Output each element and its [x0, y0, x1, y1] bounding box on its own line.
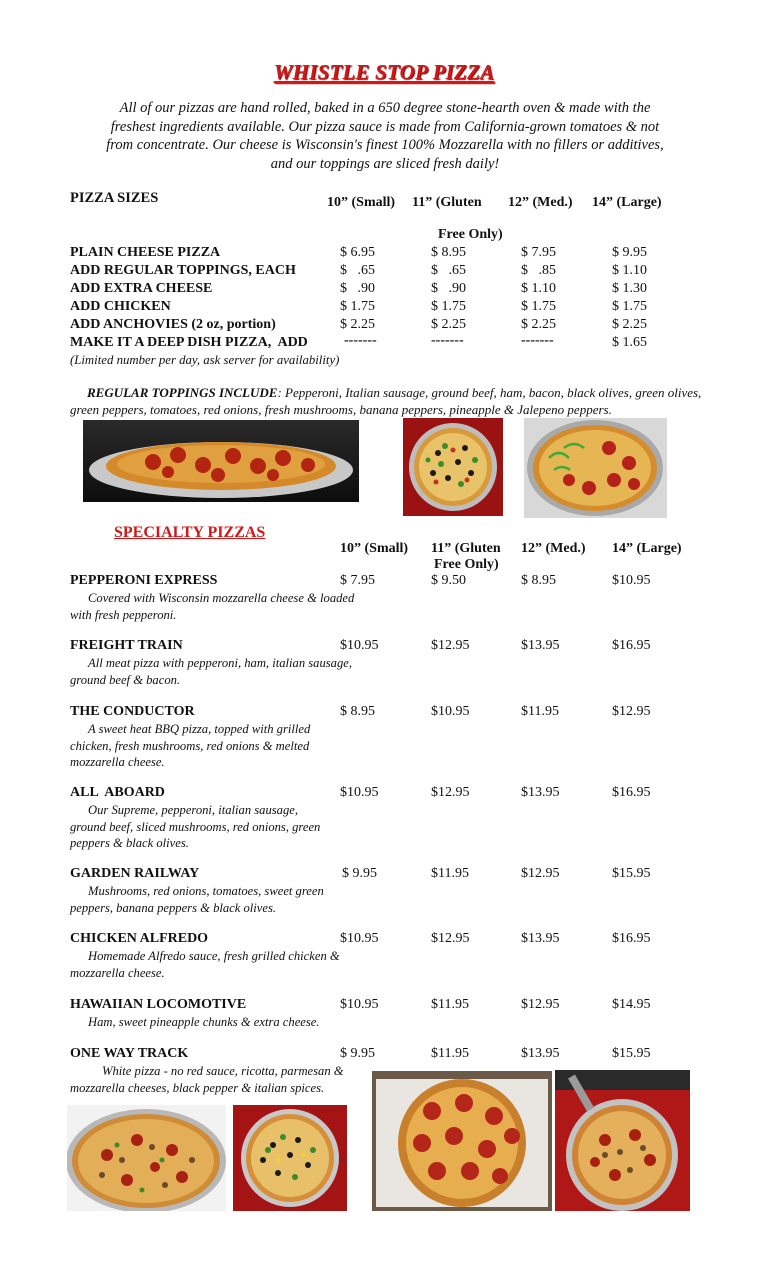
toppings-label: REGULAR TOPPINGS INCLUDE [87, 385, 278, 400]
intro-text: All of our pizzas are hand rolled, baked in a 650 degree stone-hearth oven & made with the freshest ingredients available. Our pizza sauce is made from California-grown tomatoes & not from concentrate. Our cheese is Wisconsin's finest 100% Mozzarella with no fillers or additives, and our toppings are sliced fresh daily! [106, 100, 664, 172]
size-row-price: ------- [344, 333, 377, 348]
size-row-price: $ 6.95 [340, 245, 375, 260]
size-row-price: $ 2.25 [612, 317, 647, 332]
specialty-name: GARDEN RAILWAY [70, 866, 200, 881]
size-row-price: $ 2.25 [340, 317, 375, 332]
specialty-price: $12.95 [431, 785, 470, 800]
specialty-price: $ 9.95 [342, 866, 377, 881]
specialty-heading: SPECIALTY PIZZAS [114, 524, 266, 541]
size-row-price: $ .65 [431, 263, 466, 278]
pizza-photo-garden [233, 1105, 347, 1211]
specialty-price: $10.95 [340, 785, 379, 800]
specialty-desc: White pizza - no red sauce, ricotta, parmesan & mozzarella cheeses, black pepper & italian spices. [70, 1064, 344, 1095]
specialty-name: ONE WAY TRACK [70, 1046, 189, 1061]
specialty-price: $16.95 [612, 638, 651, 653]
specialty-price: $15.95 [612, 1046, 651, 1061]
specialty-name: ALL ABOARD [70, 785, 165, 800]
size-header-large: 14” (Large) [592, 195, 662, 210]
spec-header-medium: 12” (Med.) [521, 541, 586, 556]
pizza-photo-veggie [403, 418, 503, 516]
size-row-price: $ 1.65 [612, 335, 647, 350]
size-row-price: $ 1.75 [340, 299, 375, 314]
specialty-price: $11.95 [431, 866, 469, 881]
size-row-price: $ 1.10 [521, 281, 556, 296]
specialty-price: $13.95 [521, 1046, 560, 1061]
specialty-desc: Ham, sweet pineapple chunks & extra cheese. [88, 1015, 320, 1029]
specialty-price: $13.95 [521, 638, 560, 653]
toppings-text: : Pepperoni, Italian sausage, ground beef, ham, bacon, black olives, green olives, green peppers, tomatoes, red onions, fresh mushrooms, banana peppers, pineapple & Jalepeno peppers. [70, 385, 702, 417]
size-row-price: $ .90 [340, 281, 375, 296]
specialty-price: $14.95 [612, 997, 651, 1012]
specialty-desc: All meat pizza with pepperoni, ham, italian sausage, ground beef & bacon. [70, 656, 352, 687]
specialty-name: FREIGHT TRAIN [70, 638, 183, 653]
specialty-price: $12.95 [612, 704, 651, 719]
specialty-price: $12.95 [521, 997, 560, 1012]
size-row-label: ADD CHICKEN [70, 299, 171, 314]
specialty-price: $11.95 [431, 1046, 469, 1061]
specialty-price: $ 9.95 [340, 1046, 375, 1061]
size-row-price: $ 8.95 [431, 245, 466, 260]
size-row-label: ADD REGULAR TOPPINGS, EACH [70, 263, 296, 278]
size-row-price: $ 2.25 [431, 317, 466, 332]
size-row-price: $ 9.95 [612, 245, 647, 260]
size-row-price: $ .85 [521, 263, 556, 278]
pizza-photo-pepperoni [83, 420, 359, 502]
specialty-price: $13.95 [521, 785, 560, 800]
availability-note: (Limited number per day, ask server for availability) [70, 353, 340, 367]
specialty-desc: A sweet heat BBQ pizza, topped with grilled chicken, fresh mushrooms, red onions & melted mozzarella cheese. [70, 722, 311, 769]
specialty-price: $16.95 [612, 785, 651, 800]
regular-toppings [70, 384, 720, 418]
size-header-medium: 12” (Med.) [508, 195, 573, 210]
size-header-gluten-line2: Free Only) [438, 227, 503, 242]
size-row-price: ------- [431, 333, 464, 348]
specialty-price: $10.95 [340, 638, 379, 653]
spec-header-large: 14” (Large) [612, 541, 682, 556]
spec-header-gluten-line2: Free Only) [434, 557, 499, 572]
size-row-price: $ 1.75 [431, 299, 466, 314]
pizza-photo-half-and-half [524, 418, 667, 518]
specialty-name: THE CONDUCTOR [70, 704, 195, 719]
specialty-price: $16.95 [612, 931, 651, 946]
specialty-desc: Mushrooms, red onions, tomatoes, sweet green peppers, banana peppers & black olives. [70, 884, 324, 915]
size-row-price: $ 2.25 [521, 317, 556, 332]
pizza-photo-supreme [67, 1105, 226, 1211]
size-row-price: $ 1.30 [612, 281, 647, 296]
pizza-photo-pepperoni-box [372, 1071, 552, 1211]
size-row-price: $ 7.95 [521, 245, 556, 260]
size-row-price: $ .65 [340, 263, 375, 278]
size-row-price: $ 1.10 [612, 263, 647, 278]
size-header-gluten: 11” (Gluten [412, 195, 482, 210]
size-header-small: 10” (Small) [327, 195, 396, 210]
specialty-price: $13.95 [521, 931, 560, 946]
page-title: WHISTLE STOP PIZZA [273, 60, 495, 84]
size-row-label: ADD EXTRA CHEESE [70, 281, 213, 296]
specialty-price: $11.95 [431, 997, 469, 1012]
size-row-price: $ .90 [431, 281, 466, 296]
specialty-name: PEPPERONI EXPRESS [70, 573, 218, 588]
size-row-price: $ 1.75 [612, 299, 647, 314]
specialty-price: $12.95 [431, 931, 470, 946]
specialty-price: $15.95 [612, 866, 651, 881]
specialty-price: $10.95 [431, 704, 470, 719]
specialty-name: HAWAIIAN LOCOMOTIVE [70, 997, 247, 1012]
specialty-price: $12.95 [431, 638, 470, 653]
specialty-desc: Covered with Wisconsin mozzarella cheese & loaded with fresh pepperoni. [70, 591, 355, 622]
specialty-name: CHICKEN ALFREDO [70, 931, 209, 946]
spec-header-small: 10” (Small) [340, 541, 409, 556]
specialty-desc: Our Supreme, pepperoni, italian sausage, ground beef, sliced mushrooms, red onions, green peppers & black olives. [70, 803, 321, 850]
specialty-price: $ 7.95 [340, 573, 375, 588]
specialty-price: $ 8.95 [340, 704, 375, 719]
size-row-label: PLAIN CHEESE PIZZA [70, 245, 221, 260]
specialty-price: $10.95 [340, 997, 379, 1012]
size-row-label: ADD ANCHOVIES (2 oz, portion) [70, 317, 276, 332]
specialty-desc: Homemade Alfredo sauce, fresh grilled chicken & mozzarella cheese. [70, 949, 340, 980]
pizza-sizes-heading: PIZZA SIZES [70, 190, 159, 206]
pizza-photo-sausage [555, 1070, 690, 1211]
specialty-price: $12.95 [521, 866, 560, 881]
specialty-price: $11.95 [521, 704, 559, 719]
size-row-price: $ 1.75 [521, 299, 556, 314]
specialty-price: $ 8.95 [521, 573, 556, 588]
size-row-price: ------- [521, 333, 554, 348]
specialty-price: $10.95 [340, 931, 379, 946]
spec-header-gluten: 11” (Gluten [431, 541, 501, 556]
specialty-price: $10.95 [612, 573, 651, 588]
specialty-price: $ 9.50 [431, 573, 466, 588]
size-row-label: MAKE IT A DEEP DISH PIZZA, ADD [70, 335, 308, 350]
